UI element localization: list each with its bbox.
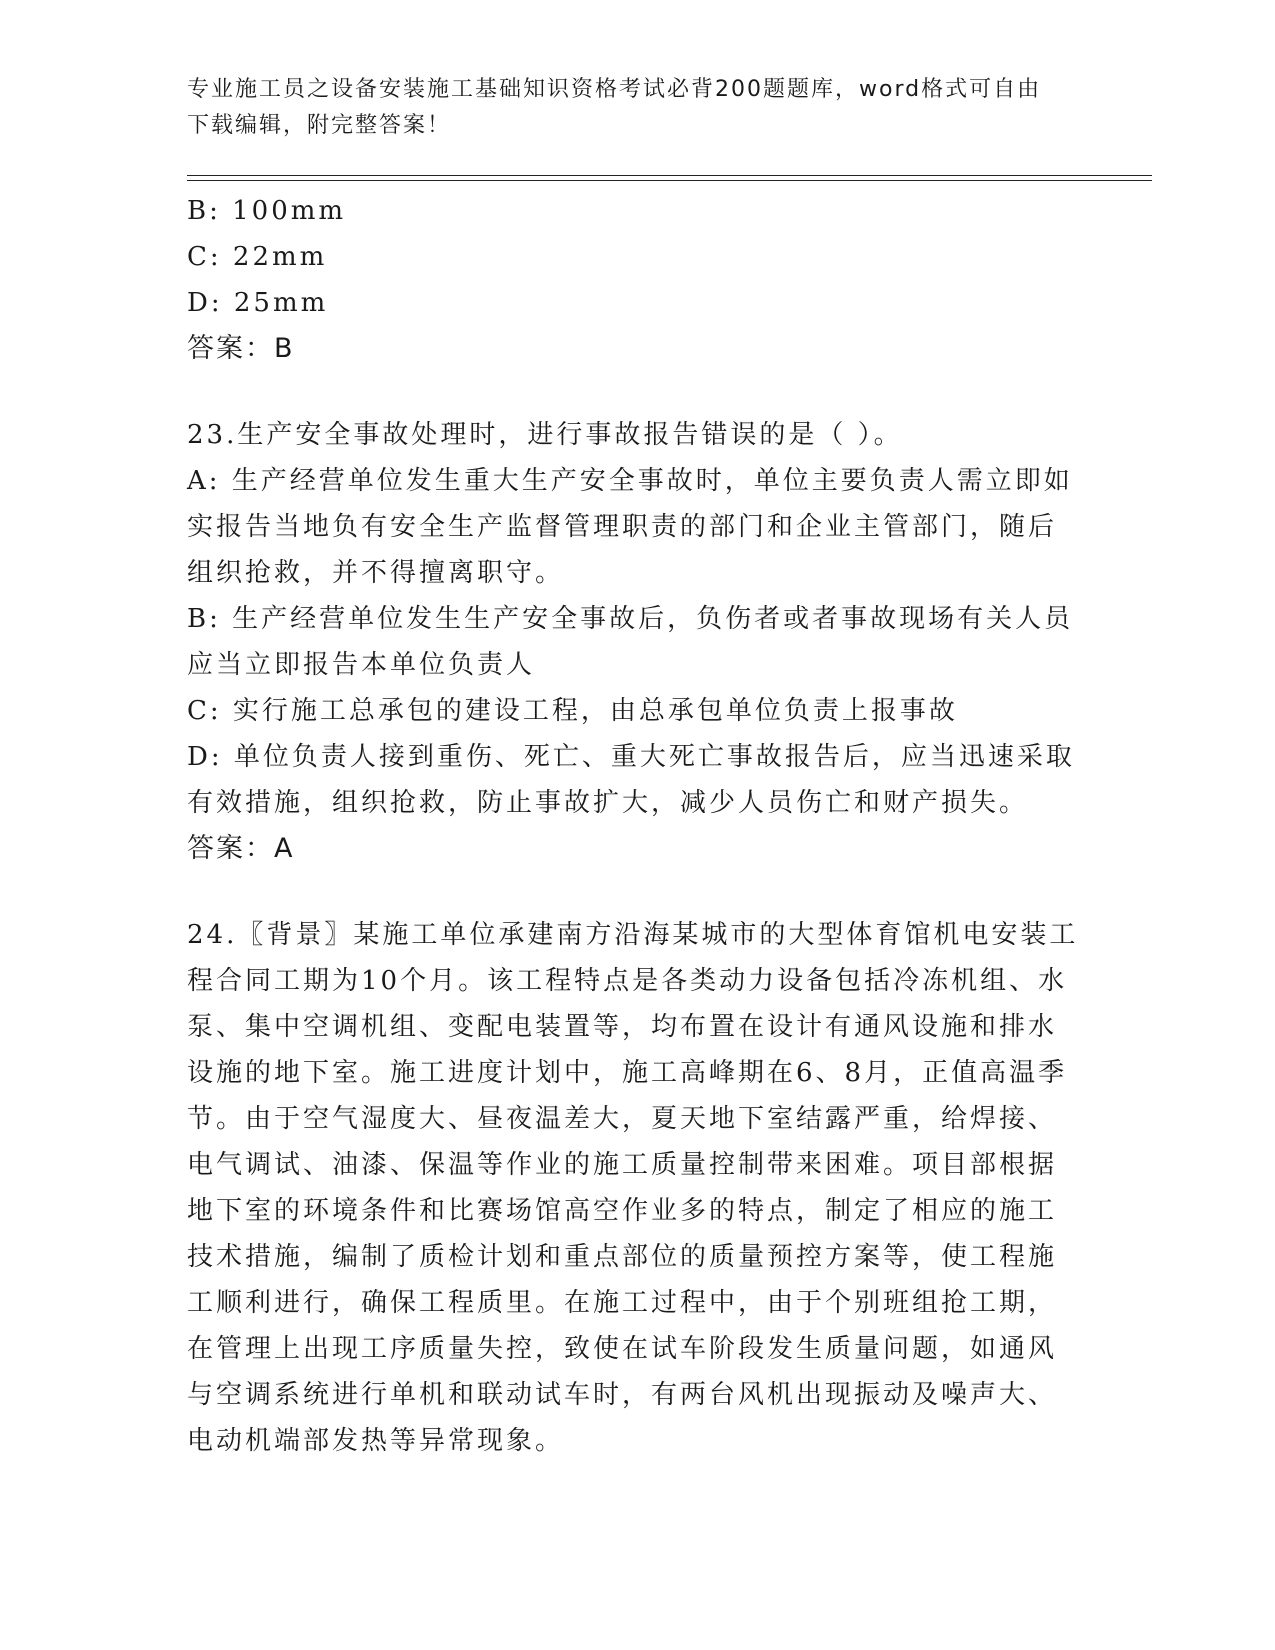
section-spacer	[187, 872, 1087, 912]
background-line: 在管理上出现工序质量失控，致使在试车阶段发生质量问题，如通风	[187, 1334, 1058, 1364]
background-line: 电气调试、油漆、保温等作业的施工质量控制带来困难。项目部根据	[187, 1150, 1058, 1180]
option-b-line-2: 应当立即报告本单位负责人	[187, 650, 536, 680]
header-divider-top	[187, 175, 1152, 176]
background-line: 电动机端部发热等异常现象。	[187, 1426, 565, 1456]
option-d-line-1: D: 单位负责人接到重伤、死亡、重大死亡事故报告后，应当迅速采取	[187, 742, 1075, 772]
background-line: 24.〖背景〗某施工单位承建南方沿海某城市的大型体育馆机电安装工	[187, 920, 1079, 950]
question-22	[187, 188, 1087, 372]
background-line: 泵、集中空调机组、变配电装置等，均布置在设计有通风设施和排水	[187, 1012, 1058, 1042]
background-line: 节。由于空气湿度大、昼夜温差大，夏天地下室结露严重，给焊接、	[187, 1104, 1058, 1134]
header-line-1: 专业施工员之设备安装施工基础知识资格考试必背200题题库，word格式可自由	[187, 77, 1042, 102]
background-line: 工顺利进行，确保工程质里。在施工过程中，由于个别班组抢工期，	[187, 1288, 1058, 1318]
option-b: B: 100mm	[187, 196, 347, 226]
background-line: 程合同工期为10个月。该工程特点是各类动力设备包括冷冻机组、水	[187, 966, 1068, 996]
background-line: 技术措施，编制了质检计划和重点部位的质量预控方案等，使工程施	[187, 1242, 1058, 1272]
question-24	[187, 912, 1087, 1464]
background-line: 地下室的环境条件和比赛场馆高空作业多的特点，制定了相应的施工	[187, 1196, 1058, 1226]
option-d: D: 25mm	[187, 288, 329, 318]
document-body	[187, 188, 1087, 1464]
answer-label: 答案：B	[187, 333, 295, 364]
background-line: 与空调系统进行单机和联动试车时，有两台风机出现振动及噪声大、	[187, 1380, 1058, 1410]
question-stem: 23.生产安全事故处理时，进行事故报告错误的是（ ）。	[187, 420, 903, 450]
option-a-line-3: 组织抢救，并不得擅离职守。	[187, 558, 565, 588]
option-a-line-2: 实报告当地负有安全生产监督管理职责的部门和企业主管部门，随后	[187, 512, 1058, 542]
option-d-line-2: 有效措施，组织抢救，防止事故扩大，减少人员伤亡和财产损失。	[187, 788, 1029, 818]
background-line: 设施的地下室。施工进度计划中，施工高峰期在6、8月，正值高温季	[187, 1058, 1068, 1088]
document-header	[187, 72, 1067, 144]
option-c: C: 22mm	[187, 242, 328, 272]
header-line-2: 下载编辑，附完整答案！	[187, 113, 452, 138]
option-c: C: 实行施工总承包的建设工程，由总承包单位负责上报事故	[187, 696, 958, 726]
answer-label: 答案：A	[187, 833, 295, 864]
header-divider-bottom	[187, 180, 1152, 181]
question-23	[187, 412, 1087, 872]
section-spacer	[187, 372, 1087, 412]
option-a-line-1: A: 生产经营单位发生重大生产安全事故时，单位主要负责人需立即如	[187, 466, 1073, 496]
option-b-line-1: B: 生产经营单位发生生产安全事故后，负伤者或者事故现场有关人员	[187, 604, 1074, 634]
